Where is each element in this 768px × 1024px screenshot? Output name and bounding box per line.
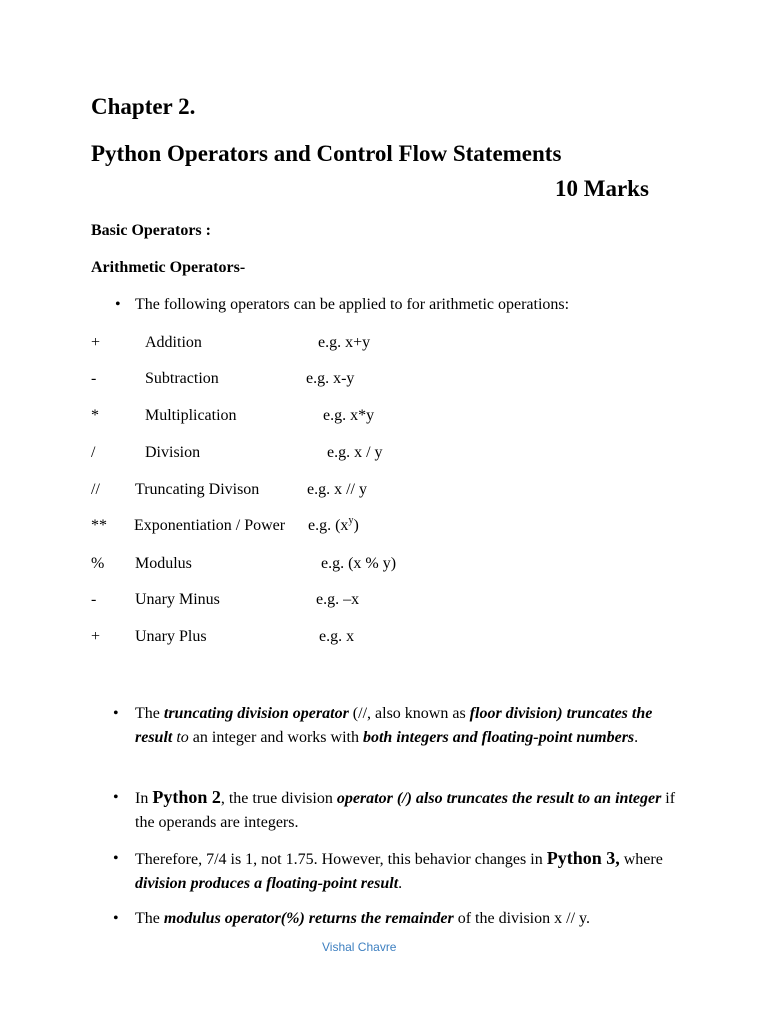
operator-name: Truncating Divison: [135, 481, 260, 498]
operator-example: e.g. (x % y): [321, 555, 397, 572]
bullet-text: The modulus operator(%) returns the remainder of the division x // y.: [135, 910, 590, 927]
page-title: Python Operators and Control Flow Statements: [91, 141, 562, 166]
bullet-icon: •: [113, 789, 119, 806]
operator-symbol: -: [91, 370, 97, 387]
bullet-python3: [113, 847, 688, 895]
operator-symbol: +: [91, 334, 101, 351]
bullet-icon: •: [113, 705, 119, 722]
superscript-y: y: [348, 515, 354, 526]
operator-example: e.g. x-y: [306, 370, 355, 387]
bullet-icon: •: [115, 296, 121, 313]
operator-symbol: %: [91, 555, 105, 572]
intro-text: The following operators can be applied to for arithmetic operations:: [135, 296, 570, 313]
basic-operators-heading: Basic Operators :: [91, 222, 211, 239]
operator-symbol: /: [91, 444, 96, 461]
operator-name: Addition: [145, 334, 202, 351]
operator-name: Exponentiation / Power: [134, 517, 286, 534]
chapter-heading: Chapter 2.: [91, 94, 196, 119]
operator-name: Modulus: [135, 555, 192, 572]
bullet-text: Therefore, 7/4 is 1, not 1.75. However, this behavior changes in Python 3, where division produces a floating-point result.: [135, 848, 663, 892]
operator-name: Division: [145, 444, 201, 461]
operator-example: e.g. x: [319, 628, 355, 645]
bullet-text: In Python 2, the true division operator (/) also truncates the result to an integer if the operands are integers.: [135, 787, 676, 831]
bullet-icon: •: [113, 850, 119, 867]
operator-name: Unary Plus: [135, 628, 207, 645]
bullet-floor-division: [113, 702, 688, 749]
operator-symbol: **: [91, 517, 107, 534]
operator-example: e.g. x*y: [323, 407, 375, 424]
bullet-python2: [113, 786, 688, 834]
operator-symbol: +: [91, 628, 101, 645]
operator-name: Multiplication: [145, 407, 237, 424]
marks-label: 10 Marks: [555, 176, 649, 201]
operator-symbol: *: [91, 407, 99, 424]
operator-name: Unary Minus: [135, 591, 220, 608]
arithmetic-operators-heading: Arithmetic Operators-: [91, 259, 246, 276]
operator-symbol: -: [91, 591, 97, 608]
bullet-text: The truncating division operator (//, also known as floor division) truncates the result to an integer and works with both integers and floating-point numbers.: [135, 705, 653, 746]
operator-name: Subtraction: [145, 370, 219, 387]
operator-example: e.g. –x: [316, 591, 360, 608]
bullet-icon: •: [113, 910, 119, 927]
operator-example: e.g. x / y: [327, 444, 383, 461]
author-footer: Vishal Chavre: [322, 940, 397, 954]
bullet-modulus: [113, 907, 688, 931]
operator-example: e.g. x // y: [307, 481, 367, 498]
operator-symbol: //: [91, 481, 100, 498]
operator-example: e.g. $(x^y)$: [308, 515, 359, 534]
operator-example: e.g. x+y: [318, 334, 371, 351]
